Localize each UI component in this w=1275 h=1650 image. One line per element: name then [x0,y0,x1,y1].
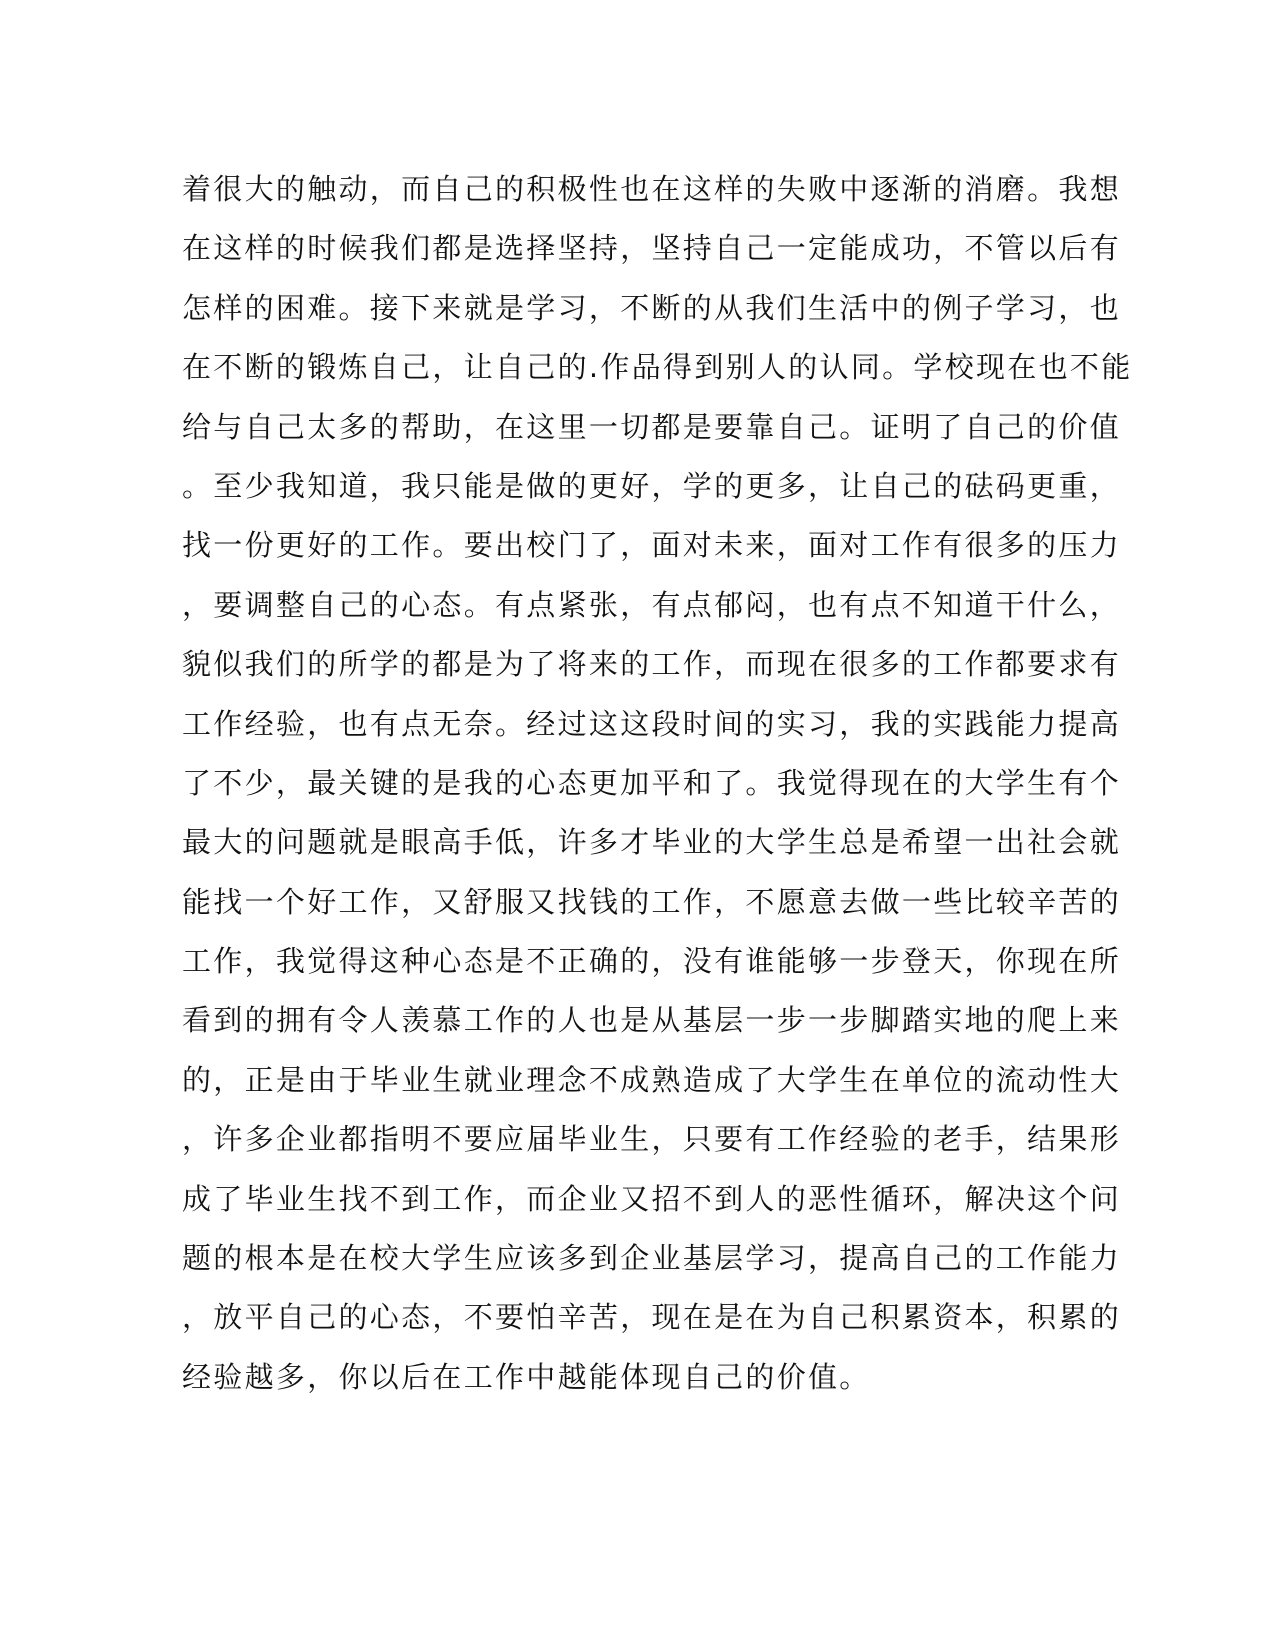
text-line: 最大的问题就是眼高手低，许多才毕业的大学生总是希望一出社会就 [182,825,1122,860]
text-line: 在这样的时候我们都是选择坚持，坚持自己一定能成功，不管以后有 [182,231,1122,266]
text-line: 给与自己太多的帮助，在这里一切都是要靠自己。证明了自己的价值 [182,409,1122,444]
text-line: 。至少我知道，我只能是做的更好，学的更多，让自己的砝码更重， [182,468,1122,503]
text-line: 了不少，最关键的是我的心态更加平和了。我觉得现在的大学生有个 [182,765,1122,800]
text-line: ，放平自己的心态，不要怕辛苦，现在是在为自己积累资本，积累的 [182,1300,1122,1335]
text-line: 能找一个好工作，又舒服又找钱的工作，不愿意去做一些比较辛苦的 [182,884,1122,919]
text-line: ，许多企业都指明不要应届毕业生，只要有工作经验的老手，结果形 [182,1122,1122,1157]
text-line: 看到的拥有令人羡慕工作的人也是从基层一步一步脚踏实地的爬上来 [182,1003,1122,1038]
body-paragraph [182,160,1133,1407]
text-line: 工作经验，也有点无奈。经过这这段时间的实习，我的实践能力提高 [182,706,1122,741]
text-line: 在不断的锻炼自己，让自己的.作品得到别人的认同。学校现在也不能 [182,350,1133,385]
text-line: 找一份更好的工作。要出校门了，面对未来，面对工作有很多的压力 [182,528,1122,563]
text-line: 经验越多，你以后在工作中越能体现自己的价值。 [182,1359,871,1394]
text-line: 工作，我觉得这种心态是不正确的，没有谁能够一步登天，你现在所 [182,944,1122,979]
text-line: 的，正是由于毕业生就业理念不成熟造成了大学生在单位的流动性大 [182,1062,1122,1097]
text-line: 怎样的困难。接下来就是学习，不断的从我们生活中的例子学习，也 [182,290,1122,325]
text-line: 题的根本是在校大学生应该多到企业基层学习，提高自己的工作能力 [182,1241,1122,1276]
text-line: 着很大的触动，而自己的积极性也在这样的失败中逐渐的消磨。我想 [182,172,1122,206]
text-line: 成了毕业生找不到工作，而企业又招不到人的恶性循环，解决这个问 [182,1181,1122,1216]
text-line: 貌似我们的所学的都是为了将来的工作，而现在很多的工作都要求有 [182,647,1122,682]
text-line: ，要调整自己的心态。有点紧张，有点郁闷，也有点不知道干什么， [182,587,1122,622]
